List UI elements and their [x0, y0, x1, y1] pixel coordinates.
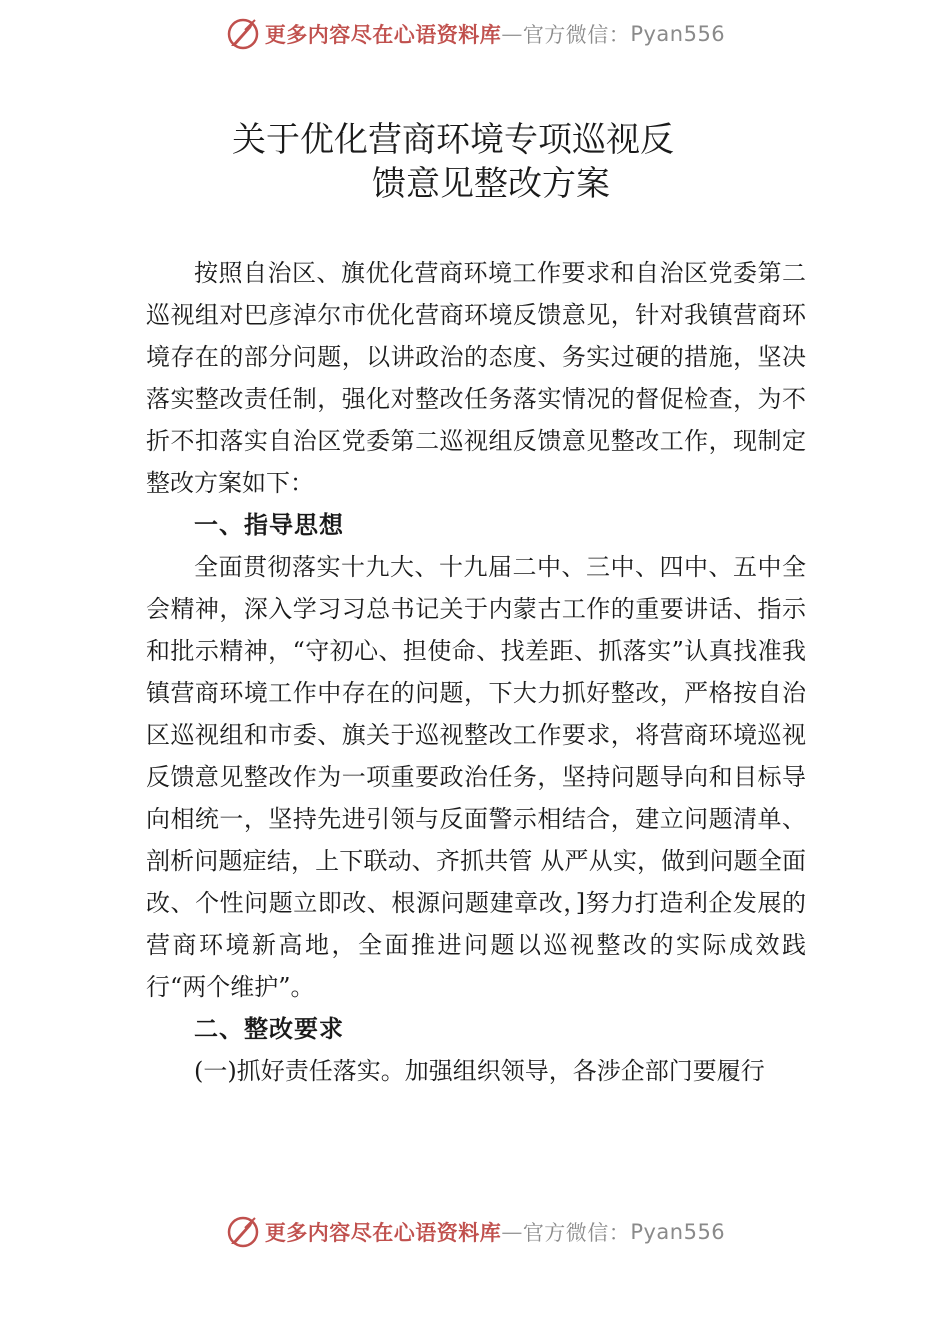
- footer-watermark: [0, 1214, 950, 1250]
- banner-dash: —: [501, 1220, 523, 1244]
- quill-logo-icon: [225, 1214, 261, 1250]
- banner-wechat-id: Pyan556: [630, 1220, 726, 1244]
- document-title-line2: 馈意见整改方案: [372, 164, 610, 204]
- banner-brand: 更多内容尽在心语资料库: [264, 1220, 502, 1245]
- header-watermark: [0, 16, 950, 52]
- guiding-ideology-paragraph: 全面贯彻落实十九大、十九届二中、三中、四中、五中全会精神，深入学习习总书记关于内蒙古工作的重要讲话、指示和批示精神，“守初心、担使命、找差距、抓落实”认真找准我镇营商环境工作中存在的问题，下大力抓好整改，严格按自治区巡视组和市委、旗关于巡视整改工作要求，将营商环境巡视反馈意见整改作为一项重要政治任务，坚持问题导向和目标导向相统一，坚持先进引领与反面警示相结合，建立问题清单、剖析问题症结，上下联动、齐抓共管 从严从实，做到问题全面改、个性问题立即改、根源问题建章改，]努力打造利企发展的营商环境新高地，全面推进问题以巡视整改的实际成效践行“两个维护”。: [146, 553, 806, 1001]
- section-heading-guiding-ideology: 一、指导思想: [194, 511, 344, 539]
- document-body: [146, 252, 806, 1092]
- banner-brand: 更多内容尽在心语资料库: [264, 22, 502, 47]
- document-title-line1: 关于优化营商环境专项巡视反: [232, 120, 674, 160]
- banner-dash: —: [501, 22, 523, 46]
- quill-logo-icon: [225, 16, 261, 52]
- intro-paragraph: 按照自治区、旗优化营商环境工作要求和自治区党委第二巡视组对巴彦淖尔市优化营商环境反馈意见，针对我镇营商环境存在的部分问题，以讲政治的态度、务实过硬的措施，坚决落实整改责任制，强化对整改任务落实情况的督促检查，为不折不扣落实自治区党委第二巡视组反馈意见整改工作，现制定整改方案如下：: [146, 259, 806, 497]
- banner-wechat-id: Pyan556: [630, 22, 726, 46]
- banner-wechat-label: 官方微信：: [522, 1221, 631, 1245]
- section-heading-requirements: 二、整改要求: [194, 1015, 344, 1043]
- requirements-paragraph: (一)抓好责任落实。加强组织领导，各涉企部门要履行: [194, 1057, 765, 1085]
- banner-wechat-label: 官方微信：: [522, 23, 631, 47]
